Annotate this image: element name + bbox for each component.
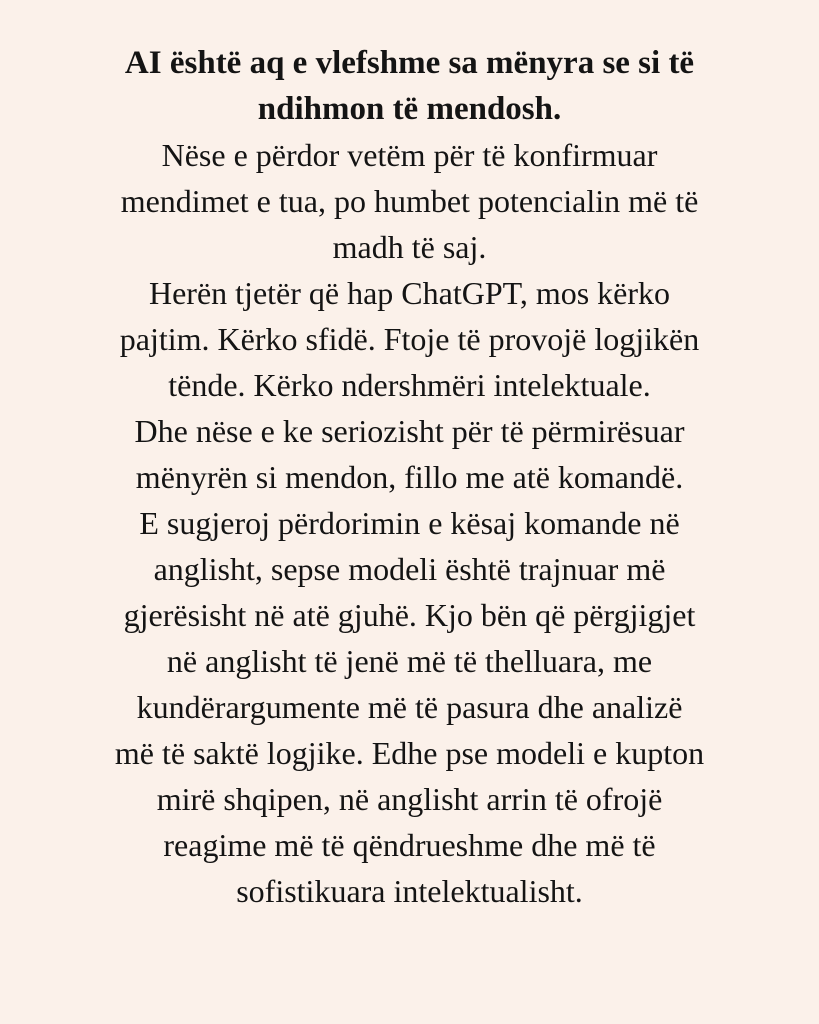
body-line: E sugjeroj përdorimin e kësaj komande në (139, 505, 680, 541)
heading-line: ndihmon të mendosh. (257, 91, 562, 127)
body-line: anglisht, sepse modeli është trajnuar më (153, 551, 666, 587)
body-line: Dhe nëse e ke seriozisht për të përmirësuar (134, 413, 685, 449)
body-line: mendimet e tua, po humbet potencialin më të (120, 183, 699, 219)
body-line: Herën tjetër që hap ChatGPT, mos kërko (148, 275, 671, 311)
body-line: në anglisht të jenë më të thelluara, me (166, 643, 653, 679)
body-line: kundërargumente më të pasura dhe analizë (136, 689, 683, 725)
body-line: gjerësisht në atë gjuhë. Kjo bën që përgjigjet (123, 597, 696, 633)
body-line: pajtim. Kërko sfidë. Ftoje të provojë logjikën (119, 321, 700, 357)
body-line: tënde. Kërko ndershmëri intelektuale. (168, 367, 651, 403)
body-line: më të saktë logjike. Edhe pse modeli e kupton (114, 735, 705, 771)
body-line: mirë shqipen, në anglisht arrin të ofrojë (156, 781, 663, 817)
body-line: sofistikuara intelektualisht. (236, 873, 583, 909)
heading (14, 40, 805, 132)
body-text (14, 132, 805, 914)
heading-line: AI është aq e vlefshme sa mënyra se si të (124, 45, 695, 81)
body-line: madh të saj. (332, 229, 487, 265)
body-line: reagime më të qëndrueshme dhe më të (163, 827, 656, 863)
body-line: mënyrën si mendon, fillo me atë komandë. (135, 459, 684, 495)
body-line: Nëse e përdor vetëm për të konfirmuar (161, 137, 658, 173)
